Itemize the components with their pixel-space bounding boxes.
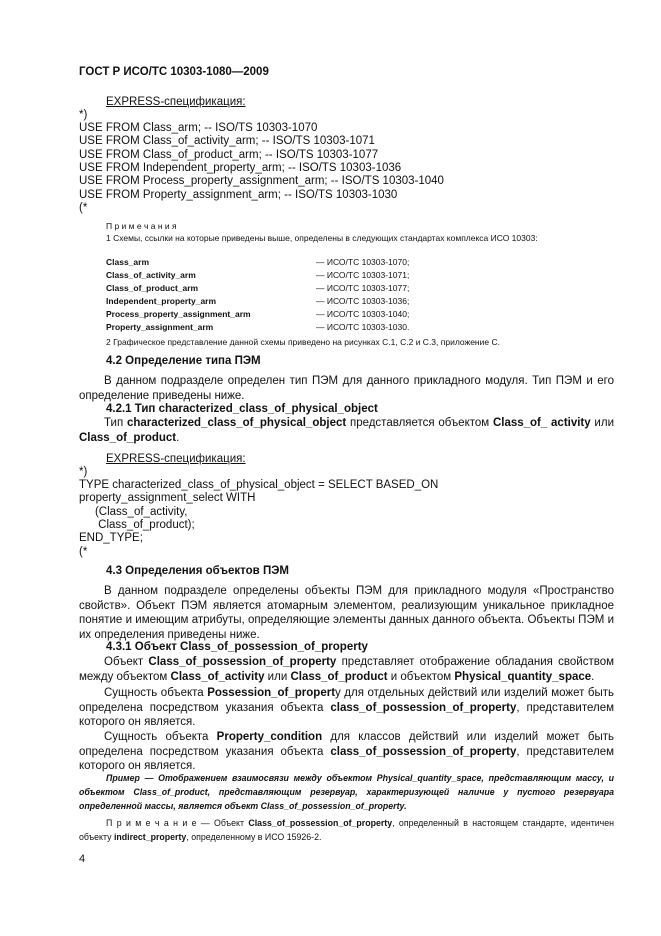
note-1: 1 Схемы, ссылки на которые приведены выше, определены в следующих стандартах комплекса ИСО 10303:: [106, 233, 538, 243]
notes-title: П р и м е ч а н и я: [106, 221, 177, 231]
code-line: Class_of_product);: [79, 518, 195, 531]
code-line: USE FROM Independent_property_arm; -- ISO/TS 10303-1036: [79, 161, 402, 174]
final-note: П р и м е ч а н и е — Объект Class_of_possession_of_property, определенный в настоящем стандарте, идентичен объекту indirect_property, определенному в ИСО 15926-2.: [79, 818, 614, 842]
code-line: USE FROM Class_of_activity_arm; -- ISO/TS 10303-1071: [79, 135, 375, 148]
ref-standard: — ИСО/ТС 10303-1077;: [316, 283, 410, 293]
section-paragraph: В данном подразделе определен тип ПЭМ для данного прикладного модуля. Тип ПЭМ и его определение приведены ниже.: [79, 375, 614, 402]
ref-standard: — ИСО/ТС 10303-1036;: [316, 296, 410, 306]
code-line: USE FROM Process_property_assignment_arm; -- ISO/TS 10303-1040: [79, 175, 444, 188]
page-number: 4: [79, 853, 86, 865]
section-paragraph: В данном подразделе определены объекты ПЭМ для прикладного модуля «Пространство свойств». Объект ПЭМ является атомарным элементом, реализующим уникальное прикладное понятие и имеющим атрибуты, определяющие элементы данных данного объекта. Объекты ПЭМ и их определения приведены ниже.: [79, 585, 614, 641]
type-description: Тип characterized_class_of_physical_object представляется объектом Class_of_ activity или Class_of_product.: [79, 417, 614, 444]
document-header: ГОСТ Р ИСО/ТС 10303-1080—2009: [79, 66, 269, 78]
example-text: Пример — Отображением взаимосвязи между объектом Physical_quantity_space, представляющим массу, и объектом Class_of_product, представляющим резервуар, характеризующей наличие у пустого резервуара определенной массы, является объект Class_of_possession_of_property.: [79, 773, 614, 811]
entity-paragraph: Сущность объекта Possession_of_propertу для отдельных действий или изделий может быть определена посредством указания объекта class_of_possession_of_property, представителем которого он является.: [79, 687, 614, 729]
code-line: TYPE characterized_class_of_physical_object = SELECT BASED_ON: [79, 479, 439, 491]
code-open: *): [79, 109, 88, 121]
ref-name: Class_of_product_arm: [106, 283, 199, 293]
code-close: (*: [79, 201, 88, 214]
ref-standard: — ИСО/ТС 10303-1071;: [316, 270, 410, 280]
code-open: *): [79, 466, 88, 478]
entity-paragraph: Объект Class_of_possession_of_property представляет отображение обладания свойством между объектом Class_of_activity или Class_of_product и объектом Physical_quantity_space.: [79, 656, 615, 683]
code-line: USE FROM Property_assignment_arm; -- ISO/TS 10303-1030: [79, 188, 398, 201]
subsection-heading: 4.2.1 Тип characterized_class_of_physical_object: [106, 403, 378, 415]
code-line: USE FROM Class_arm; -- ISO/TS 10303-1070: [79, 122, 318, 134]
section-heading: 4.3 Определения объектов ПЭМ: [106, 565, 289, 577]
ref-name: Class_arm: [106, 257, 150, 267]
ref-name: Class_of_activity_arm: [106, 270, 196, 280]
ref-name: Property_assignment_arm: [106, 322, 214, 332]
express-label: EXPRESS-спецификация:: [106, 96, 246, 108]
code-close: (*: [79, 545, 88, 558]
code-line: property_assignment_select WITH: [79, 492, 256, 505]
note-2: 2 Графическое представление данной схемы приведено на рисунках С.1, С.2 и С.3, приложение С.: [106, 337, 500, 347]
ref-name: Independent_property_arm: [106, 296, 217, 306]
entity-paragraph: Сущность объекта Property_condition для классов действий или изделий может быть определена посредством указания объекта class_of_possession_of_property, представителем которого он является.: [79, 731, 614, 773]
code-line: END_TYPE;: [79, 532, 143, 545]
ref-standard: — ИСО/ТС 10303-1040;: [316, 309, 410, 319]
express-label: EXPRESS-спецификация:: [106, 453, 246, 465]
ref-standard: — ИСО/ТС 10303-1070;: [316, 257, 410, 267]
subsection-heading: 4.3.1 Объект Class_of_possession_of_property: [106, 641, 368, 653]
ref-standard: — ИСО/ТС 10303-1030.: [316, 322, 410, 332]
code-line: USE FROM Class_of_product_arm; -- ISO/TS 10303-1077: [79, 148, 379, 161]
ref-name: Process_property_assignment_arm: [106, 309, 251, 319]
code-line: (Class_of_activity,: [79, 505, 188, 518]
section-heading: 4.2 Определение типа ПЭМ: [106, 355, 261, 367]
